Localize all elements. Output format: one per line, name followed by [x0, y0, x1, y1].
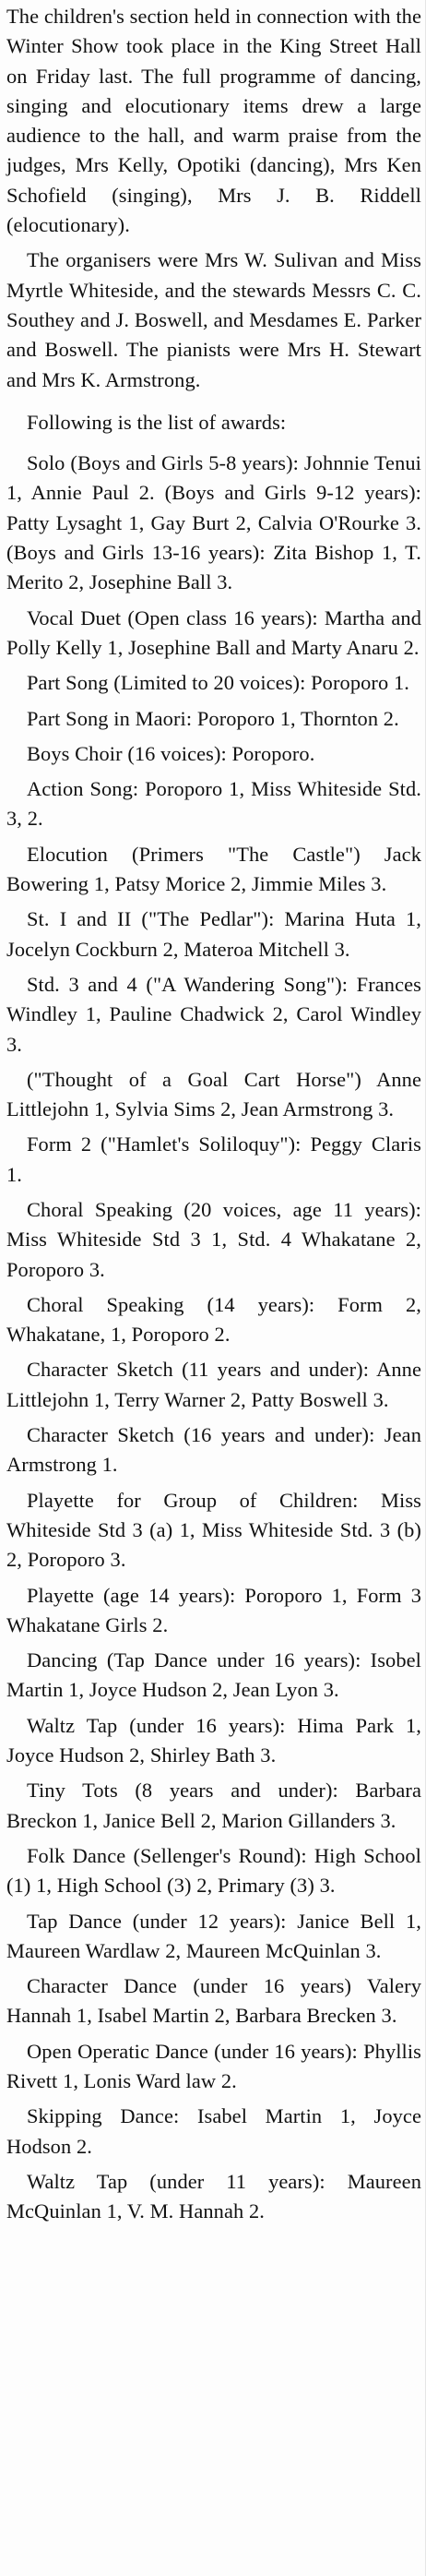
award-entry: Solo (Boys and Girls 5-8 years): Johnnie Tenui 1, Annie Paul 2. (Boys and Girls 9-12 years): Patty Lysaght 1, Gay Burt 2, Calvia O'Rourke 3. (Boys and Girls 13-16 years): Zita Bishop 1, T. Merito 2, Josephine Ball 3. [6, 451, 421, 594]
award-entry: Skipping Dance: Isabel Martin 1, Joyce Hodson 2. [6, 2104, 421, 2158]
awards-heading: Following is the list of awards: [27, 410, 287, 434]
award-entry: Vocal Duet (Open class 16 years): Martha and Polly Kelly 1, Josephine Ball and Marty Anaru 2. [6, 605, 421, 659]
award-entry: Character Dance (under 16 years) Valery Hannah 1, Isabel Martin 2, Barbara Brecken 3. [6, 1974, 421, 2028]
award-entry: Choral Speaking (20 voices, age 11 years): Miss Whiteside Std 3 1, Std. 4 Whakatane 2, Poroporo 3. [6, 1197, 421, 1281]
award-entry: Playette for Group of Children: Miss Whiteside Std 3 (a) 1, Miss Whiteside Std. 3 (b) 2, Poroporo 3. [6, 1488, 421, 1572]
award-entry: Part Song in Maori: Poroporo 1, Thornton 2. [27, 706, 399, 730]
award-entry: Character Sketch (11 years and under): Anne Littlejohn 1, Terry Warner 2, Patty Boswell 3. [6, 1358, 421, 1411]
award-entry: Elocution (Primers "The Castle") Jack Bowering 1, Patsy Morice 2, Jimmie Miles 3. [6, 842, 421, 896]
award-entry: Std. 3 and 4 ("A Wandering Song"): Frances Windley 1, Pauline Chadwick 2, Carol Windley 3. [6, 972, 421, 1056]
article-column [6, 2, 421, 2232]
award-entry: Part Song (Limited to 20 voices): Poroporo 1. [27, 671, 409, 695]
award-entry: Character Sketch (16 years and under): Jean Armstrong 1. [6, 1423, 421, 1477]
award-entry: Playette (age 14 years): Poroporo 1, Form 3 Whakatane Girls 2. [6, 1583, 421, 1636]
award-entry: Dancing (Tap Dance under 16 years): Isobel Martin 1, Joyce Hudson 2, Jean Lyon 3. [6, 1648, 421, 1702]
intro-paragraph: The children's section held in connection with the Winter Show took place in the King Street Hall on Friday last. The full programme of dancing, singing and elocutionary items drew a large audience to the hall, and warm praise from the judges, Mrs Kelly, Opotiki (dancing), Mrs Ken Schofield (singing), Mrs J. B. Riddell (elocutionary). [6, 5, 421, 237]
award-entry: St. I and II ("The Pedlar"): Marina Huta 1, Jocelyn Cockburn 2, Materoa Mitchell 3. [6, 907, 421, 961]
award-entry: Boys Choir (16 voices): Poroporo. [27, 741, 315, 765]
award-entry: Form 2 ("Hamlet's Soliloquy"): Peggy Claris 1. [6, 1132, 421, 1186]
award-entry: ("Thought of a Goal Cart Horse") Anne Littlejohn 1, Sylvia Sims 2, Jean Armstrong 3. [6, 1067, 421, 1121]
award-entry: Open Operatic Dance (under 16 years): Phyllis Rivett 1, Lonis Ward law 2. [6, 2039, 421, 2092]
organisers-paragraph: The organisers were Mrs W. Sulivan and Miss Myrtle Whiteside, and the stewards Messrs C. C. Southey and J. Boswell, and Mesdames E. Parker and Boswell. The pianists were Mrs H. Stewart and Mrs K. Armstrong. [6, 248, 421, 391]
award-entry: Tiny Tots (8 years and under): Barbara Breckon 1, Janice Bell 2, Marion Gillanders 3. [6, 1779, 421, 1832]
award-entry: Waltz Tap (under 16 years): Hima Park 1, Joyce Hudson 2, Shirley Bath 3. [6, 1713, 421, 1767]
award-entry: Folk Dance (Sellenger's Round): High School (1) 1, High School (3) 2, Primary (3) 3. [6, 1843, 421, 1898]
award-entry: Waltz Tap (under 11 years): Maureen McQuinlan 1, V. M. Hannah 2. [6, 2169, 421, 2223]
award-entry: Action Song: Poroporo 1, Miss Whiteside Std. 3, 2. [6, 777, 421, 831]
award-entry: Choral Speaking (14 years): Form 2, Whakatane, 1, Poroporo 2. [6, 1292, 421, 1347]
award-entry: Tap Dance (under 12 years): Janice Bell 1, Maureen Wardlaw 2, Maureen McQuinlan 3. [6, 1909, 421, 1962]
